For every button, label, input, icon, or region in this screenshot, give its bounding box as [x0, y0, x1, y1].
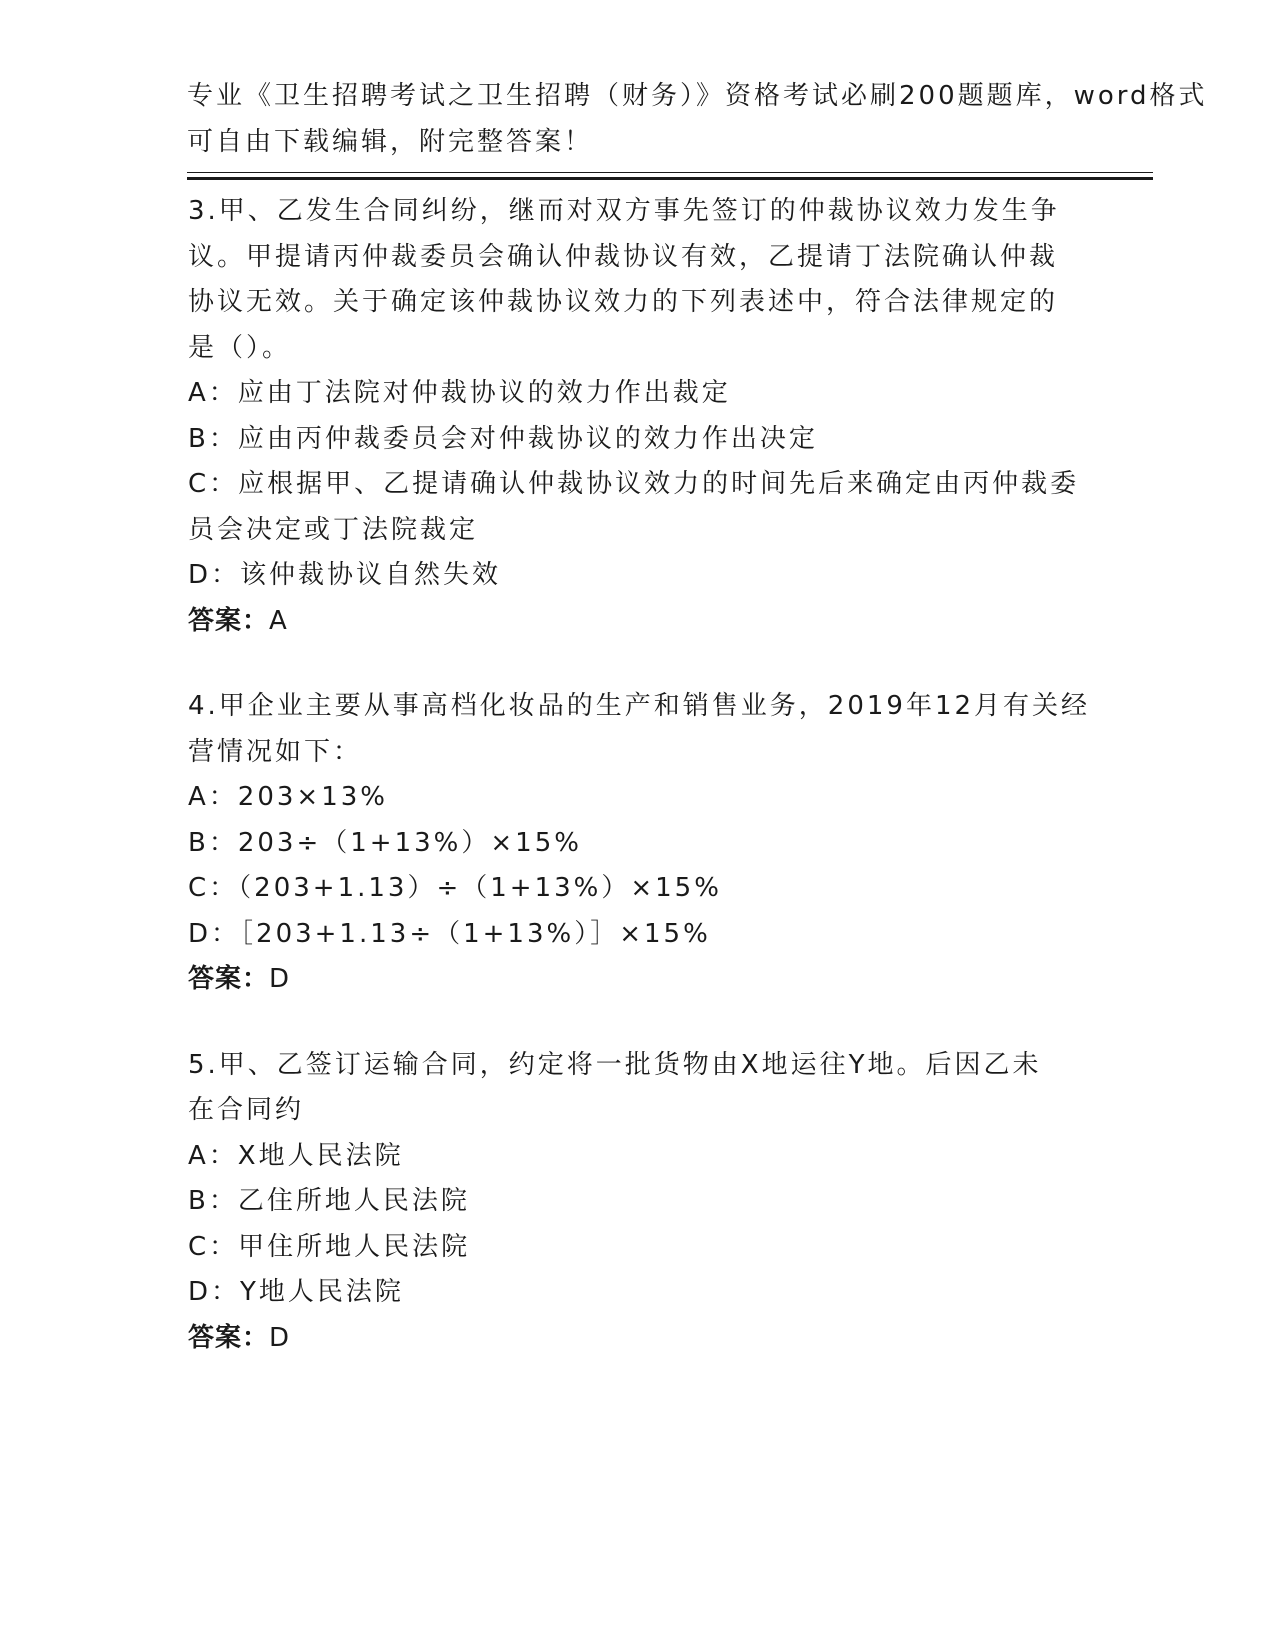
answer-value: D — [269, 964, 291, 994]
answer-label: 答案： — [188, 1322, 270, 1353]
question-stem-line: 议。甲提请丙仲裁委员会确认仲裁协议有效，乙提请丁法院确认仲裁 — [188, 241, 1059, 272]
answer-value: A — [269, 605, 288, 636]
question-4 — [188, 684, 1091, 1003]
question-stem-line: 3.甲、乙发生合同纠纷，继而对双方事先签订的仲裁协议效力发生争 — [188, 196, 1060, 226]
option-b: B：应由丙仲裁委员会对仲裁协议的效力作出决定 — [188, 423, 818, 454]
document-header — [187, 74, 1208, 165]
question-5 — [188, 1043, 1088, 1362]
question-3 — [188, 189, 1088, 644]
option-a: A：X地人民法院 — [188, 1140, 404, 1171]
option-a: A：203×13% — [188, 782, 388, 812]
option-d: D：Y地人民法院 — [188, 1277, 404, 1307]
answer-line — [188, 599, 1088, 645]
option-d: D：该仲裁协议自然失效 — [188, 560, 502, 590]
option-b: B：203÷（1+13%）×15% — [188, 827, 582, 858]
option-c-continued: 员会决定或丁法院裁定 — [188, 514, 479, 545]
header-divider-thick — [187, 177, 1153, 180]
option-a: A：应由丁法院对仲裁协议的效力作出裁定 — [188, 378, 731, 408]
option-b: B：乙住所地人民法院 — [188, 1186, 470, 1216]
option-c: C：甲住所地人民法院 — [188, 1231, 471, 1262]
answer-line — [188, 1316, 1088, 1362]
question-stem-line: 在合同约 — [188, 1095, 305, 1125]
answer-label: 答案： — [188, 605, 270, 636]
question-stem-line: 协议无效。关于确定该仲裁协议效力的下列表述中，符合法律规定的 — [188, 287, 1059, 317]
answer-label: 答案： — [188, 964, 270, 994]
question-stem-line: 是（）。 — [188, 332, 292, 363]
header-line-2: 可自由下载编辑，附完整答案！ — [187, 126, 594, 157]
question-stem-line: 营情况如下： — [188, 736, 363, 767]
option-c: C：（203+1.13）÷（1+13%）×15% — [188, 873, 722, 903]
header-line-1: 专业《卫生招聘考试之卫生招聘（财务）》资格考试必刷200题题库，word格式 — [187, 81, 1208, 111]
header-divider-thin — [187, 172, 1153, 173]
question-list — [188, 189, 1091, 1401]
question-stem-line: 4.甲企业主要从事高档化妆品的生产和销售业务，2019年12月有关经 — [188, 691, 1091, 721]
answer-value: D — [269, 1322, 291, 1353]
question-stem-line: 5.甲、乙签订运输合同，约定将一批货物由X地运往Y地。后因乙未 — [188, 1049, 1042, 1080]
option-d: D：［203+1.13÷（1+13%）］×15% — [188, 918, 711, 949]
option-c: C：应根据甲、乙提请确认仲裁协议效力的时间先后来确定由丙仲裁委 — [188, 469, 1080, 499]
answer-line — [188, 957, 1088, 1003]
